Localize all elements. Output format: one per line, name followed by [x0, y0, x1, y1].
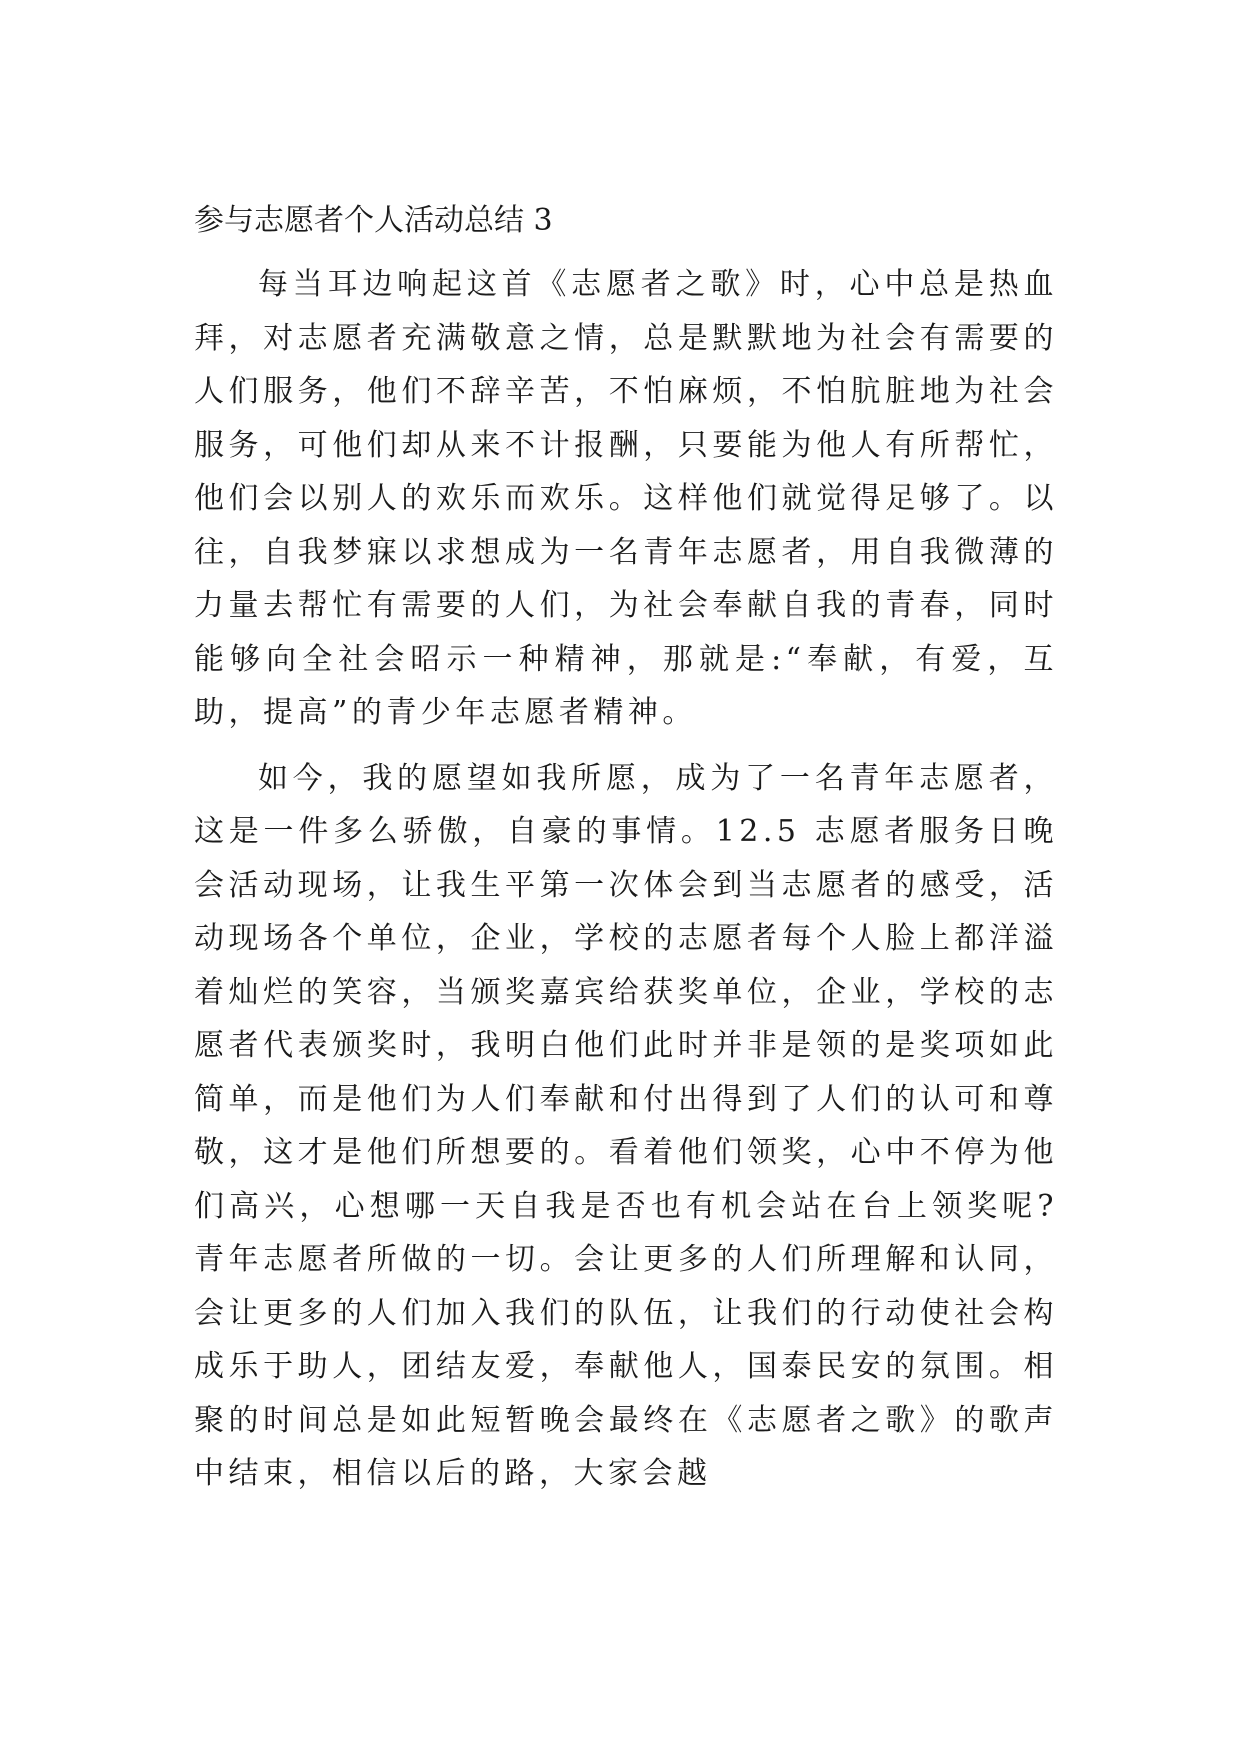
- paragraph-1: 每当耳边响起这首《志愿者之歌》时，心中总是热血拜，对志愿者充满敬意之情，总是默默地为社会有需要的人们服务，他们不辞辛苦，不怕麻烦，不怕肮脏地为社会服务，可他们却从来不计报酬，只要能为他人有所帮忙，他们会以别人的欢乐而欢乐。这样他们就觉得足够了。以往，自我梦寐以求想成为一名青年志愿者，用自我微薄的力量去帮忙有需要的人们，为社会奉献自我的青春，同时能够向全社会昭示一种精神，那就是:“奉献，有爱，互助，提高”的青少年志愿者精神。: [194, 267, 1058, 730]
- document-title: 参与志愿者个人活动总结 3: [194, 203, 553, 238]
- paragraph-2: 如今，我的愿望如我所愿，成为了一名青年志愿者，这是一件多么骄傲，自豪的事情。12.5 志愿者服务日晚会活动现场，让我生平第一次体会到当志愿者的感受，活动现场各个单位，企业，学校的志愿者每个人脸上都洋溢着灿烂的笑容，当颁奖嘉宾给获奖单位，企业，学校的志愿者代表颁奖时，我明白他们此时并非是领的是奖项如此简单，而是他们为人们奉献和付出得到了人们的认可和尊敬，这才是他们所想要的。看着他们领奖，心中不停为他们高兴，心想哪一天自我是否也有机会站在台上领奖呢?青年志愿者所做的一切。会让更多的人们所理解和认同，会让更多的人们加入我们的队伍，让我们的行动使社会构成乐于助人，团结友爱，奉献他人，国泰民安的氛围。相聚的时间总是如此短暂晚会最终在《志愿者之歌》的歌声中结束，相信以后的路，大家会越: [194, 760, 1058, 1491]
- document-body: [194, 196, 1058, 1501]
